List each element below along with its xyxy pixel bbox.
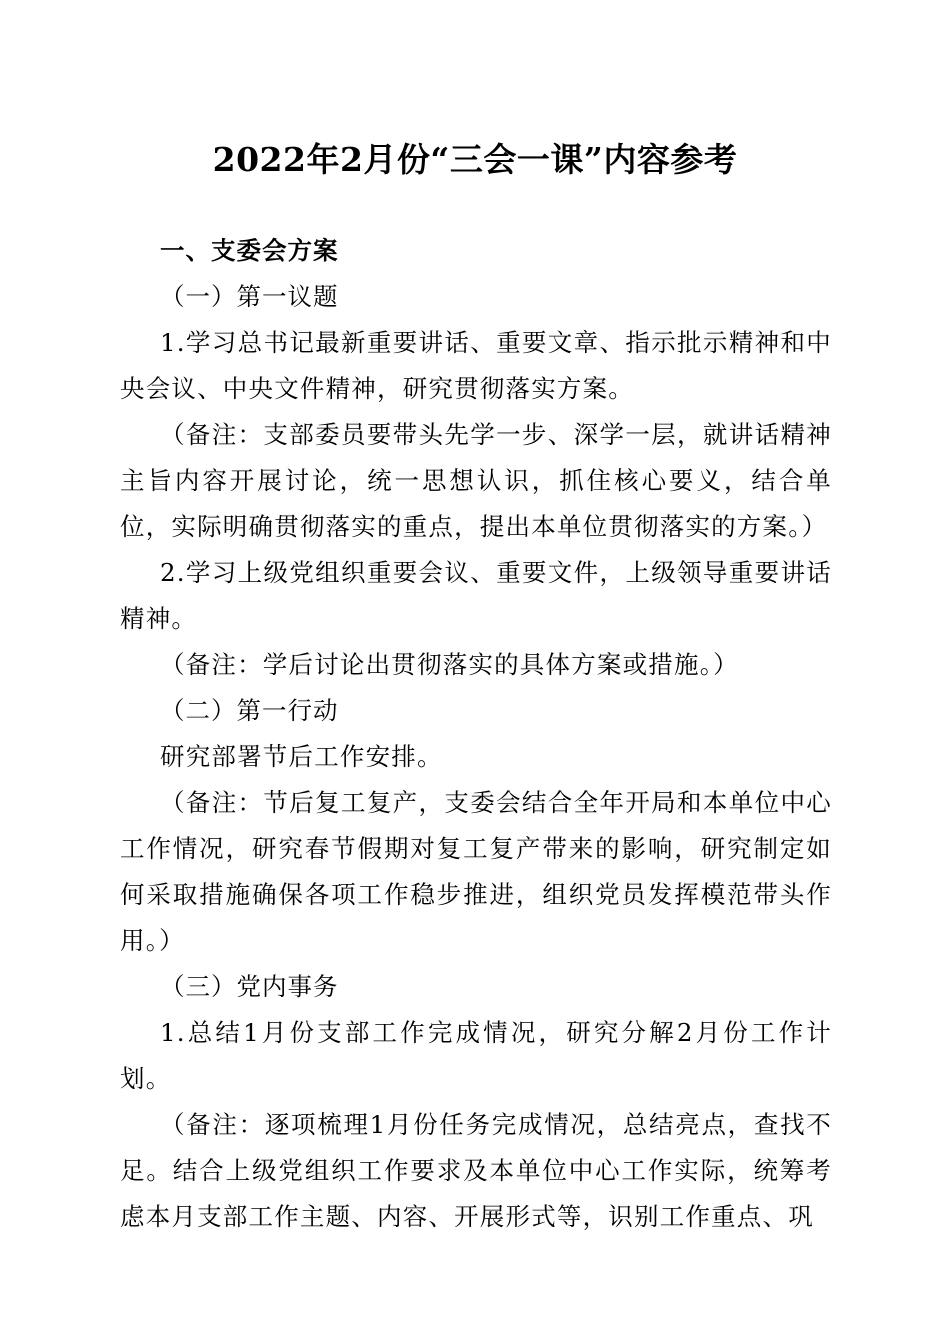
paragraph: 1.学习总书记最新重要讲话、重要文章、指示批示精神和中央会议、中央文件精神，研究贯彻落实方案。 [120,328,832,403]
note-paragraph: （备注：学后讨论出贯彻落实的具体方案或措施。） [160,650,739,679]
note-paragraph: （备注：逐项梳理1月份任务完成情况，总结亮点，查找不足。结合上级党组织工作要求及本单位中心工作实际，统筹考虑本月支部工作主题、内容、开展形式等，识别工作重点、巩 [120,1110,832,1231]
document-body [120,228,832,1240]
subsection-heading: （二）第一行动 [160,696,339,725]
note-paragraph: （备注：节后复工复产，支委会结合全年开局和本单位中心工作情况，研究春节假期对复工复产带来的影响，研究制定如何采取措施确保各项工作稳步推进，组织党员发挥模范带头作用。） [120,788,832,955]
paragraph: 2.学习上级党组织重要会议、重要文件，上级领导重要讲话精神。 [120,558,832,633]
paragraph: 研究部署节后工作安排。 [160,742,443,771]
section-heading: 一、支委会方案 [160,236,339,265]
subsection-heading: （三）党内事务 [160,972,339,1001]
note-paragraph: （备注：支部委员要带头先学一步、深学一层，就讲话精神主旨内容开展讨论，统一思想认识，抓住核心要义，结合单位，实际明确贯彻落实的重点，提出本单位贯彻落实的方案。） [120,420,832,541]
subsection-heading: （一）第一议题 [160,282,339,311]
paragraph: 1.总结1月份支部工作完成情况，研究分解2月份工作计划。 [120,1018,832,1093]
document-title: 2022年2月份“三会一课”内容参考 [212,140,738,179]
